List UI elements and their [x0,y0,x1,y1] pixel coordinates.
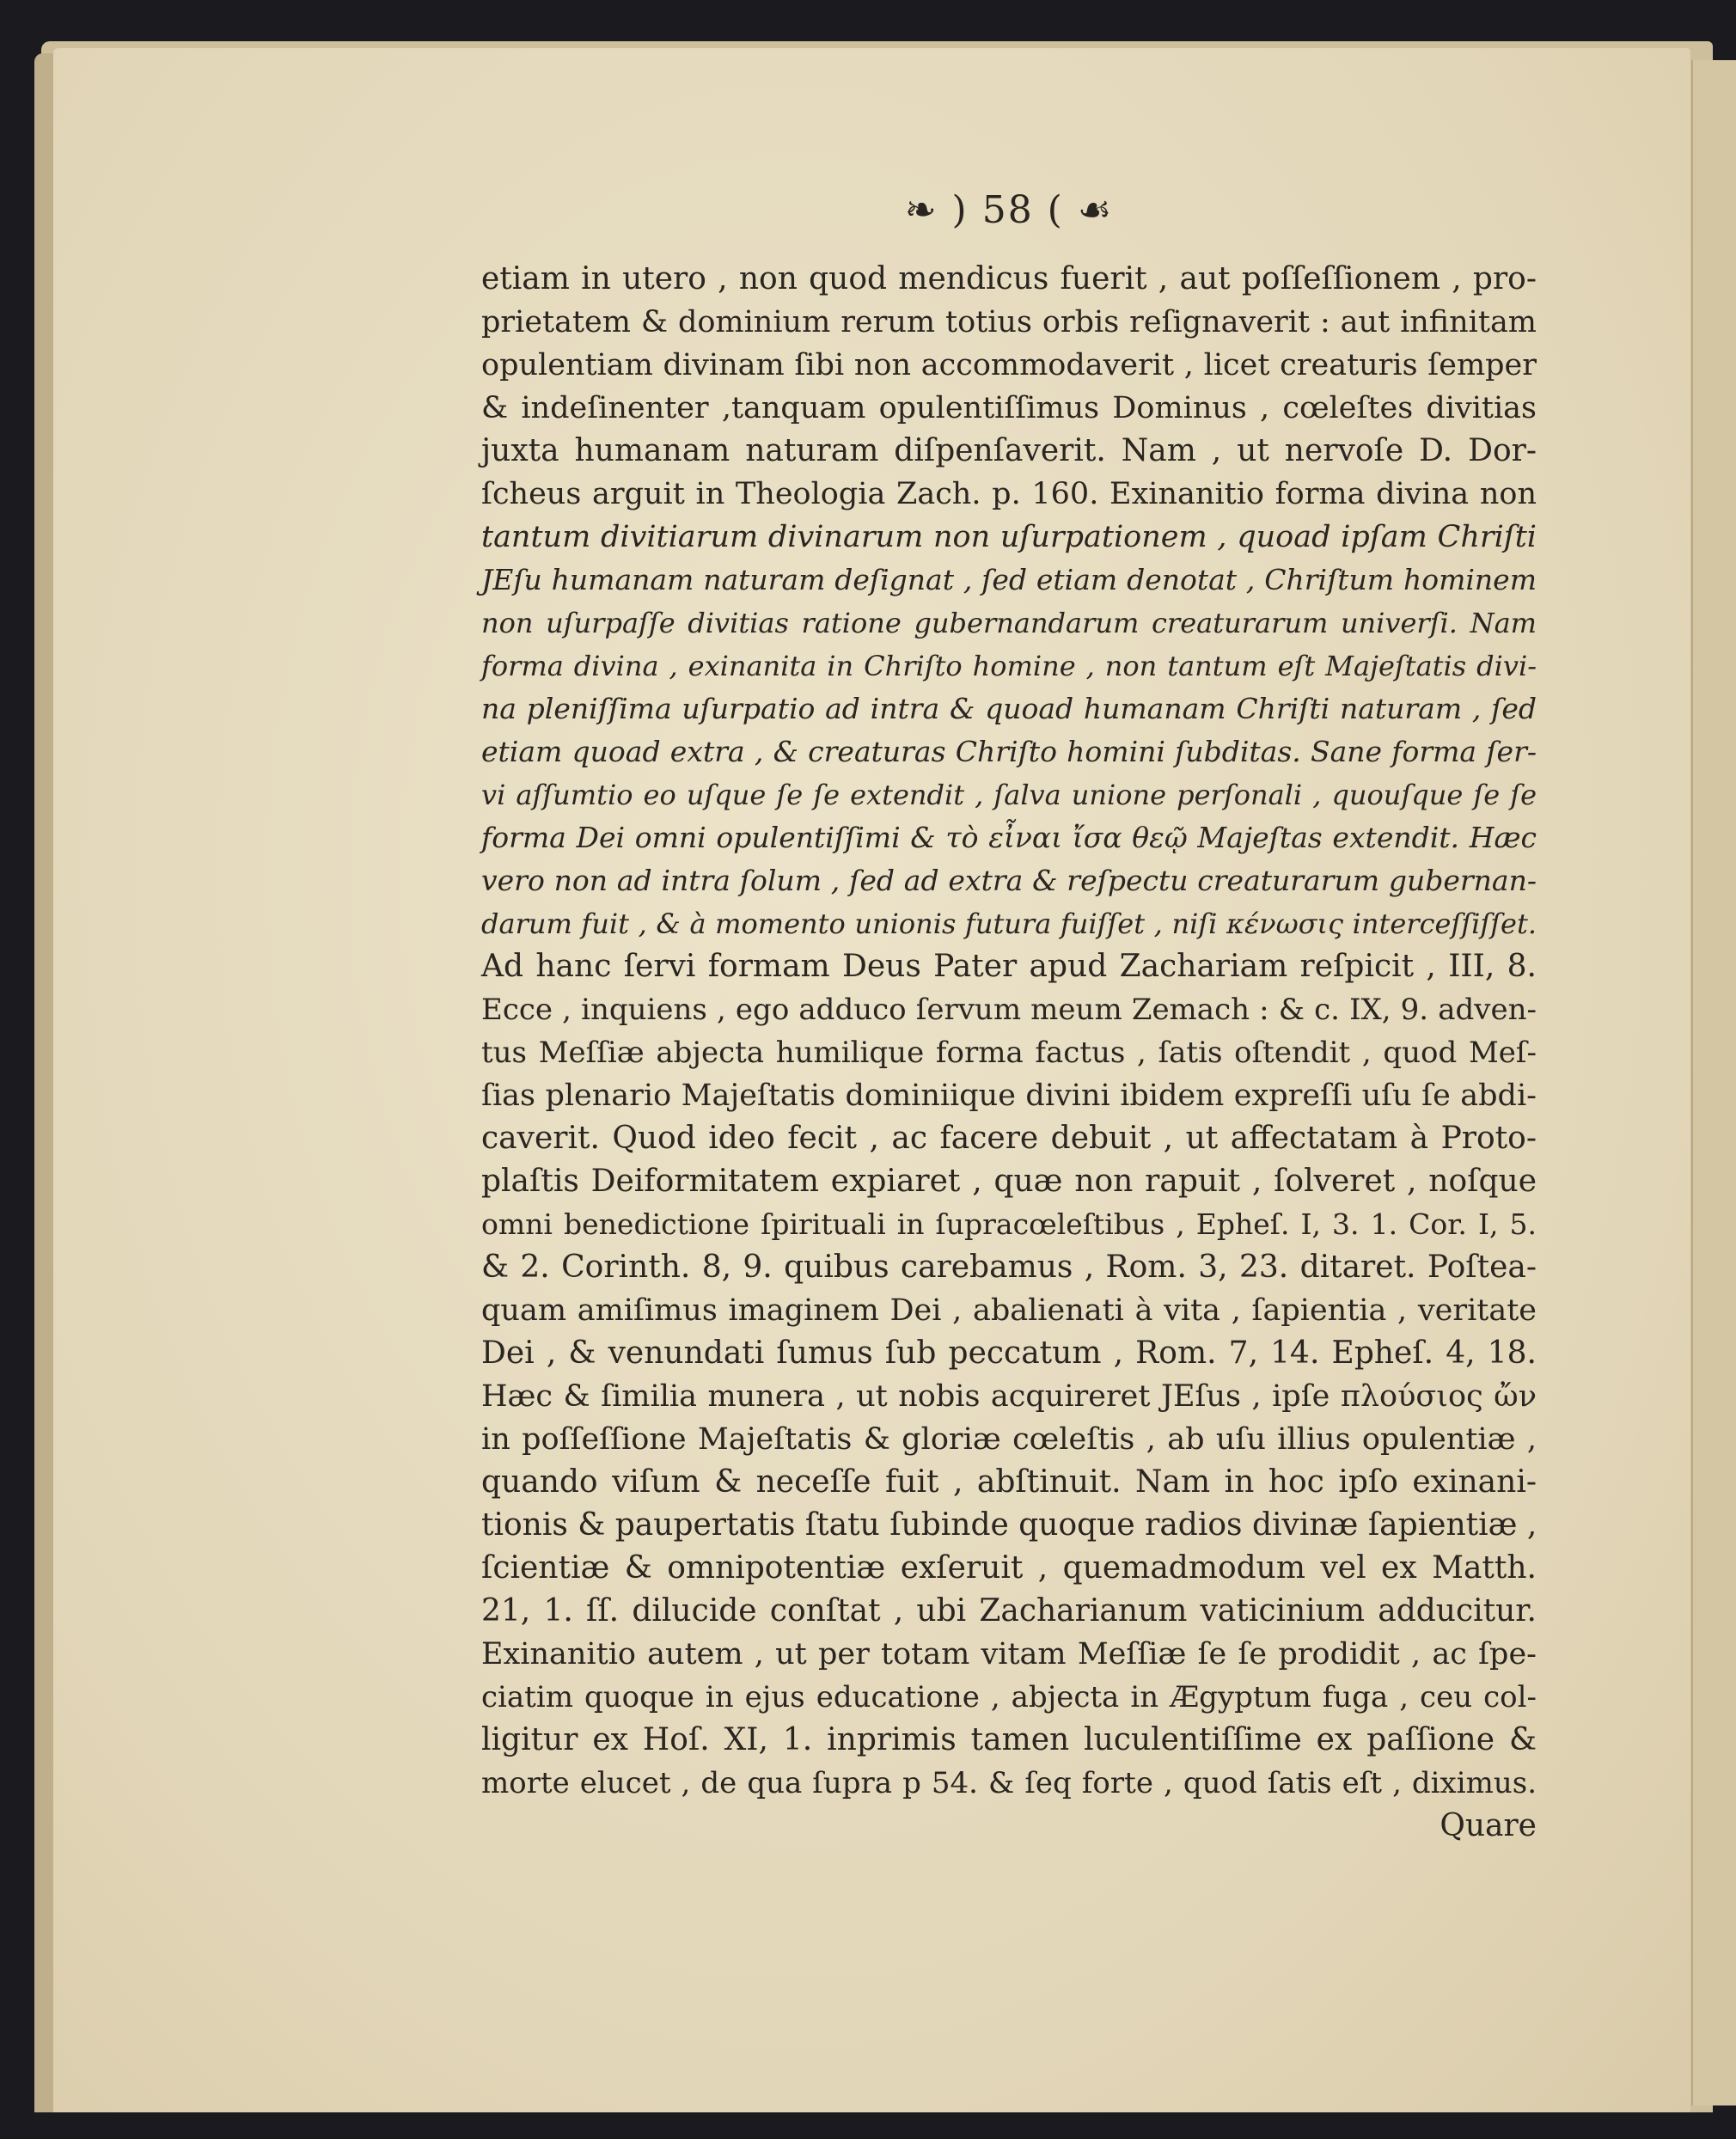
text-line-italic: tantum divitiarum divinarum non uſurpationem , quoad ipſam Chriſti [481,520,1537,554]
text-line-italic: na pleniſſima uſurpatio ad intra & quoad humanam Chriſti naturam , ſed [481,692,1537,725]
text-line: in poſſeſſione Majeſtatis & gloriæ cœleſtis , ab uſu illius opulentiæ , [481,1422,1537,1457]
text-block [481,172,1537,1856]
text-line-italic: forma divina , exinanita in Chriſto homine , non tantum eſt Majeſtatis divi- [481,650,1537,682]
text-line: tionis & paupertatis ſtatu ſubinde quoque radios divinæ ſapientiæ , [481,1507,1537,1543]
text-line: morte elucet , de qua ſupra p 54. & ſeq forte , quod ſatis eſt , diximus. [481,1766,1537,1800]
text-line: Exinanitio autem , ut per totam vitam Meſſiæ ſe ſe prodidit , ac ſpe- [481,1637,1537,1671]
text-line: omni benedictione ſpirituali in ſupracœleſtibus , Epheſ. I, 3. 1. Cor. I, 5. [481,1207,1537,1241]
text-line: Ecce , inquiens , ego adduco ſervum meum Zemach : & c. IX, 9. adven- [481,993,1537,1027]
text-line-italic: JEſu humanam naturam deſignat , ſed etiam denotat , Chriſtum hominem [481,563,1537,596]
text-line: & 2. Corinth. 8, 9. quibus carebamus , Rom. 3, 23. ditaret. Poſtea- [481,1250,1537,1285]
text-line: plaſtis Deiformitatem expiaret , quæ non rapuit , ſolveret , noſque [481,1164,1537,1199]
text-line: ſcientiæ & omnipotentiæ exſeruit , quemadmodum vel ex Matth. [481,1550,1537,1586]
text-line: ligitur ex Hoſ. XI, 1. inprimis tamen luculentiſſime ex paſſione & [481,1722,1537,1757]
text-line-italic: etiam quoad extra , & creaturas Chriſto homini ſubditas. Sane forma ſer- [481,735,1537,768]
text-line: ſcheus arguit in Theologia Zach. p. 160. Exinanitio forma divina non [481,477,1537,511]
text-line: Ad hanc ſervi formam Deus Pater apud Zachariam reſpicit , III, 8. [481,949,1537,984]
text-line: caverit. Quod ideo fecit , ac facere debuit , ut affectatam à Proto- [481,1121,1537,1156]
text-line-italic: darum fuit , & à momento unionis futura fuiſſet , niſi κένωσις interceſſiſſet. [481,908,1537,940]
text-line: 21, 1. ſſ. dilucide conſtat , ubi Zacharianum vaticinium adducitur. [481,1593,1537,1629]
text-line: & indeſinenter ,tanquam opulentiſſimus Dominus , cœleſtes divitias [481,391,1537,425]
text-line-italic: vi aſſumtio eo uſque ſe ſe extendit , ſalva unione perſonali , quouſque ſe ſe [481,779,1537,811]
text-line: Dei , & venundati ſumus ſub peccatum , Rom. 7, 14. Epheſ. 4, 18. [481,1335,1537,1371]
text-line: ciatim quoque in ejus educatione , abjecta in Ægyptum fuga , ceu col- [481,1680,1537,1714]
text-line-italic: forma Dei omni opulentiſſimi & τὸ εἶναι ἴσα θεῷ Majeſtas extendit. Hæc [481,821,1537,854]
text-line-italic: non uſurpaſſe divitias ratione gubernandarum creaturarum univerſi. Nam [481,607,1537,639]
text-line: ſias plenario Majeſtatis dominiique divini ibidem expreſſi uſu ſe abdi- [481,1079,1537,1113]
catchword: Quare [1440,1808,1537,1843]
text-line: opulentiam divinam ſibi non accommodaverit , licet creaturis ſemper [481,348,1537,382]
facing-page-edge [1691,60,1736,2105]
page-header: ❧ ) 58 ( ☙ [904,188,1114,232]
text-line: Hæc & ſimilia munera , ut nobis acquireret JEſus , ipſe πλούσιος ὤν [481,1379,1537,1414]
text-line: tus Meſſiæ abjecta humilique forma factus , ſatis oſtendit , quod Meſ- [481,1036,1537,1070]
text-line: quam amiſimus imaginem Dei , abalienati à vita , ſapientia , veritate [481,1293,1537,1328]
text-line: prietatem & dominium rerum totius orbis reſignaverit : aut infinitam [481,305,1537,339]
text-line: juxta humanam naturam diſpenſaverit. Nam , ut nervoſe D. Dor- [481,433,1537,468]
text-line: etiam in utero , non quod mendicus fuerit , aut poſſeſſionem , pro- [481,261,1537,296]
text-line: quando viſum & neceſſe fuit , abſtinuit. Nam in hoc ipſo exinani- [481,1464,1537,1500]
text-line-italic: vero non ad intra ſolum , ſed ad extra & reſpectu creaturarum gubernan- [481,864,1537,897]
